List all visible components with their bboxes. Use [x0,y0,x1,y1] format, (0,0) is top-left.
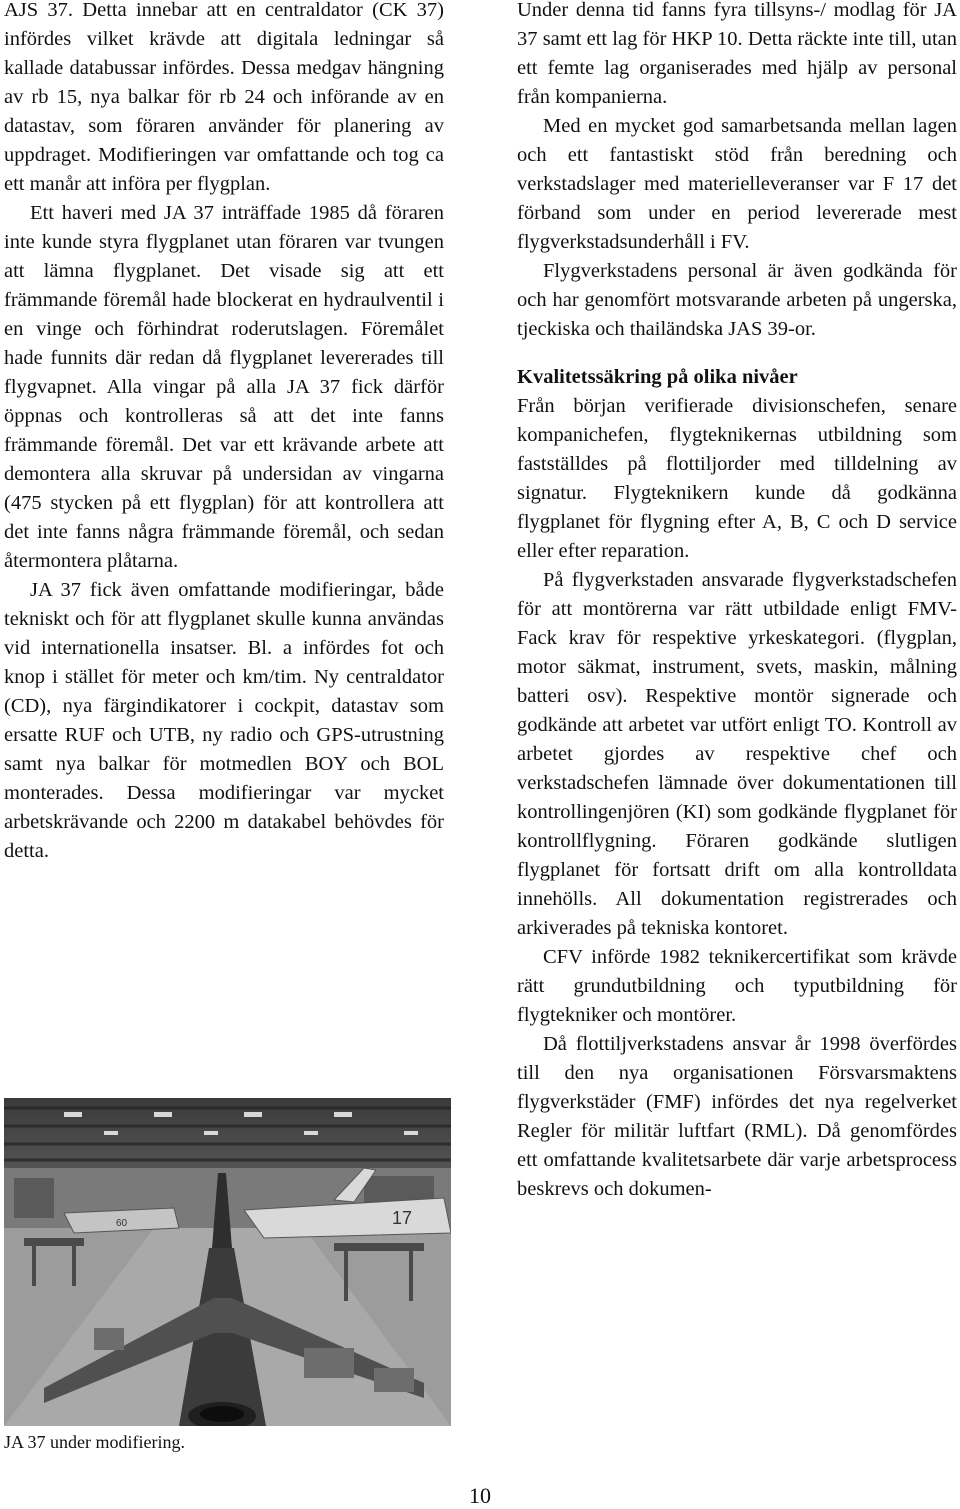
hangar-photo [4,1098,451,1426]
aircraft-marking-right: 17 [392,1208,413,1228]
right-paragraph-2: Med en mycket god samarbetsanda mellan lagen och ett fantastiskt stöd från beredning och verkstadslager med materielleveranser var F 17 det förband som under en period levererade mest flygverkstadsunderhåll i FV. [517,115,957,253]
left-paragraph-1: AJS 37. Detta innebar att en centraldator (CK 37) infördes vilket krävde att digitala ledningar så kallade databussar infördes. Dessa medgav hängning av rb 15, nya balkar för rb 24 och införande av en datastav, som föraren använder för planering av uppdraget. Modifieringen var omfattande och tog ca ett manår att införa per flygplan. [4,0,444,195]
section-heading: Kvalitetssäkring på olika nivåer [517,366,798,388]
left-paragraph-2: Ett haveri med JA 37 inträffade 1985 då föraren inte kunde styra flygplanet utan föraren var tvungen att lämna flygplanet. Det visade sig att ett främmande föremål hade blockerat en hydraulventil i en vinge och förhindrat roderutslagen. Föremålet hade funnits där redan då flygplanet levererades till flygvapnet. Alla vingar på alla JA 37 fick därför öppnas och kontrolleras så att det inte fanns främmande föremål. Det var ett krävande arbete att demontera alla skruvar på undersidan av vingarna (475 stycken på ett flygplan) för att kontrollera att det inte fanns några främmande föremål, och sedan återmontera plåtarna. [4,202,444,572]
left-column [4,0,444,866]
aircraft-marking-left: 60 [116,1218,128,1229]
right-column [517,0,957,1204]
right-paragraph-5: På flygverkstaden ansvarade flygverkstadschefen för att montörerna var rätt utbildade enligt FMV-Fack krav för respektive yrkeskategori. (flygplan, motor säkmat, instrument, svets, maskin, målning batteri osv). Respektive montör signerade och godkände att arbetet var utfört enligt TO. Kontroll av arbetet gjordes av respektive chef och verkstadschefen lämnade över dokumentationen till kontrollingenjören (KI) som godkände flygplanet för kontrollflygning. Föraren godkände slutligen flygplanet för fortsatt drift om alla kontrolldata innehölls. All dokumentation registrerades och arkiverades på tekniska kontoret. [517,569,957,939]
right-paragraph-1: Under denna tid fanns fyra tillsyns-/ modlag för JA 37 samt ett lag för HKP 10. Detta räckte inte till, utan ett femte lag organiserades med hjälp av personal från kompanierna. [517,0,957,108]
right-paragraph-6: CFV införde 1982 teknikercertifikat som krävde rätt grundutbildning och typutbildning för flygtekniker och montörer. [517,946,957,1026]
page-number: 10 [469,1483,491,1508]
right-paragraph-7: Då flottiljverkstadens ansvar år 1998 överfördes till den nya organisationen Försvarsmaktens flygverkstäder (FMF) infördes det nya regelverket Regler för militär luftfart (RML). Då genomfördes ett omfattande kvalitetsarbete där varje arbetsprocess beskrevs och dokumen- [517,1033,957,1200]
right-paragraph-3: Flygverkstadens personal är även godkända för och har genomfört motsvarande arbeten på ungerska, tjeckiska och thailändska JAS 39-or. [517,260,957,340]
right-paragraph-4: Från början verifierade divisionschefen, senare kompanichefen, flygteknikernas utbildning som fastställdes på flottiljorder med tilldelning av signatur. Flygteknikern kunde då godkänna flygplanet för flygning efter A, B, C och D service eller efter reparation. [517,395,957,562]
figure-caption: JA 37 under modifiering. [4,1432,185,1452]
left-paragraph-3: JA 37 fick även omfattande modifieringar, både tekniskt och för att flygplanet skulle kunna användas vid internationella insatser. Bl. a infördes fot och knop i stället för meter och km/tim. Ny centraldator (CD), nya färgindikatorer i cockpit, datastav som ersatte RUF och UTB, ny radio och GPS-utrustning samt nya balkar för motmedlen BOY och BOL monterades. Dessa modifieringar var mycket arbetskrävande och 2200 m datakabel behövdes för detta. [4,579,444,862]
